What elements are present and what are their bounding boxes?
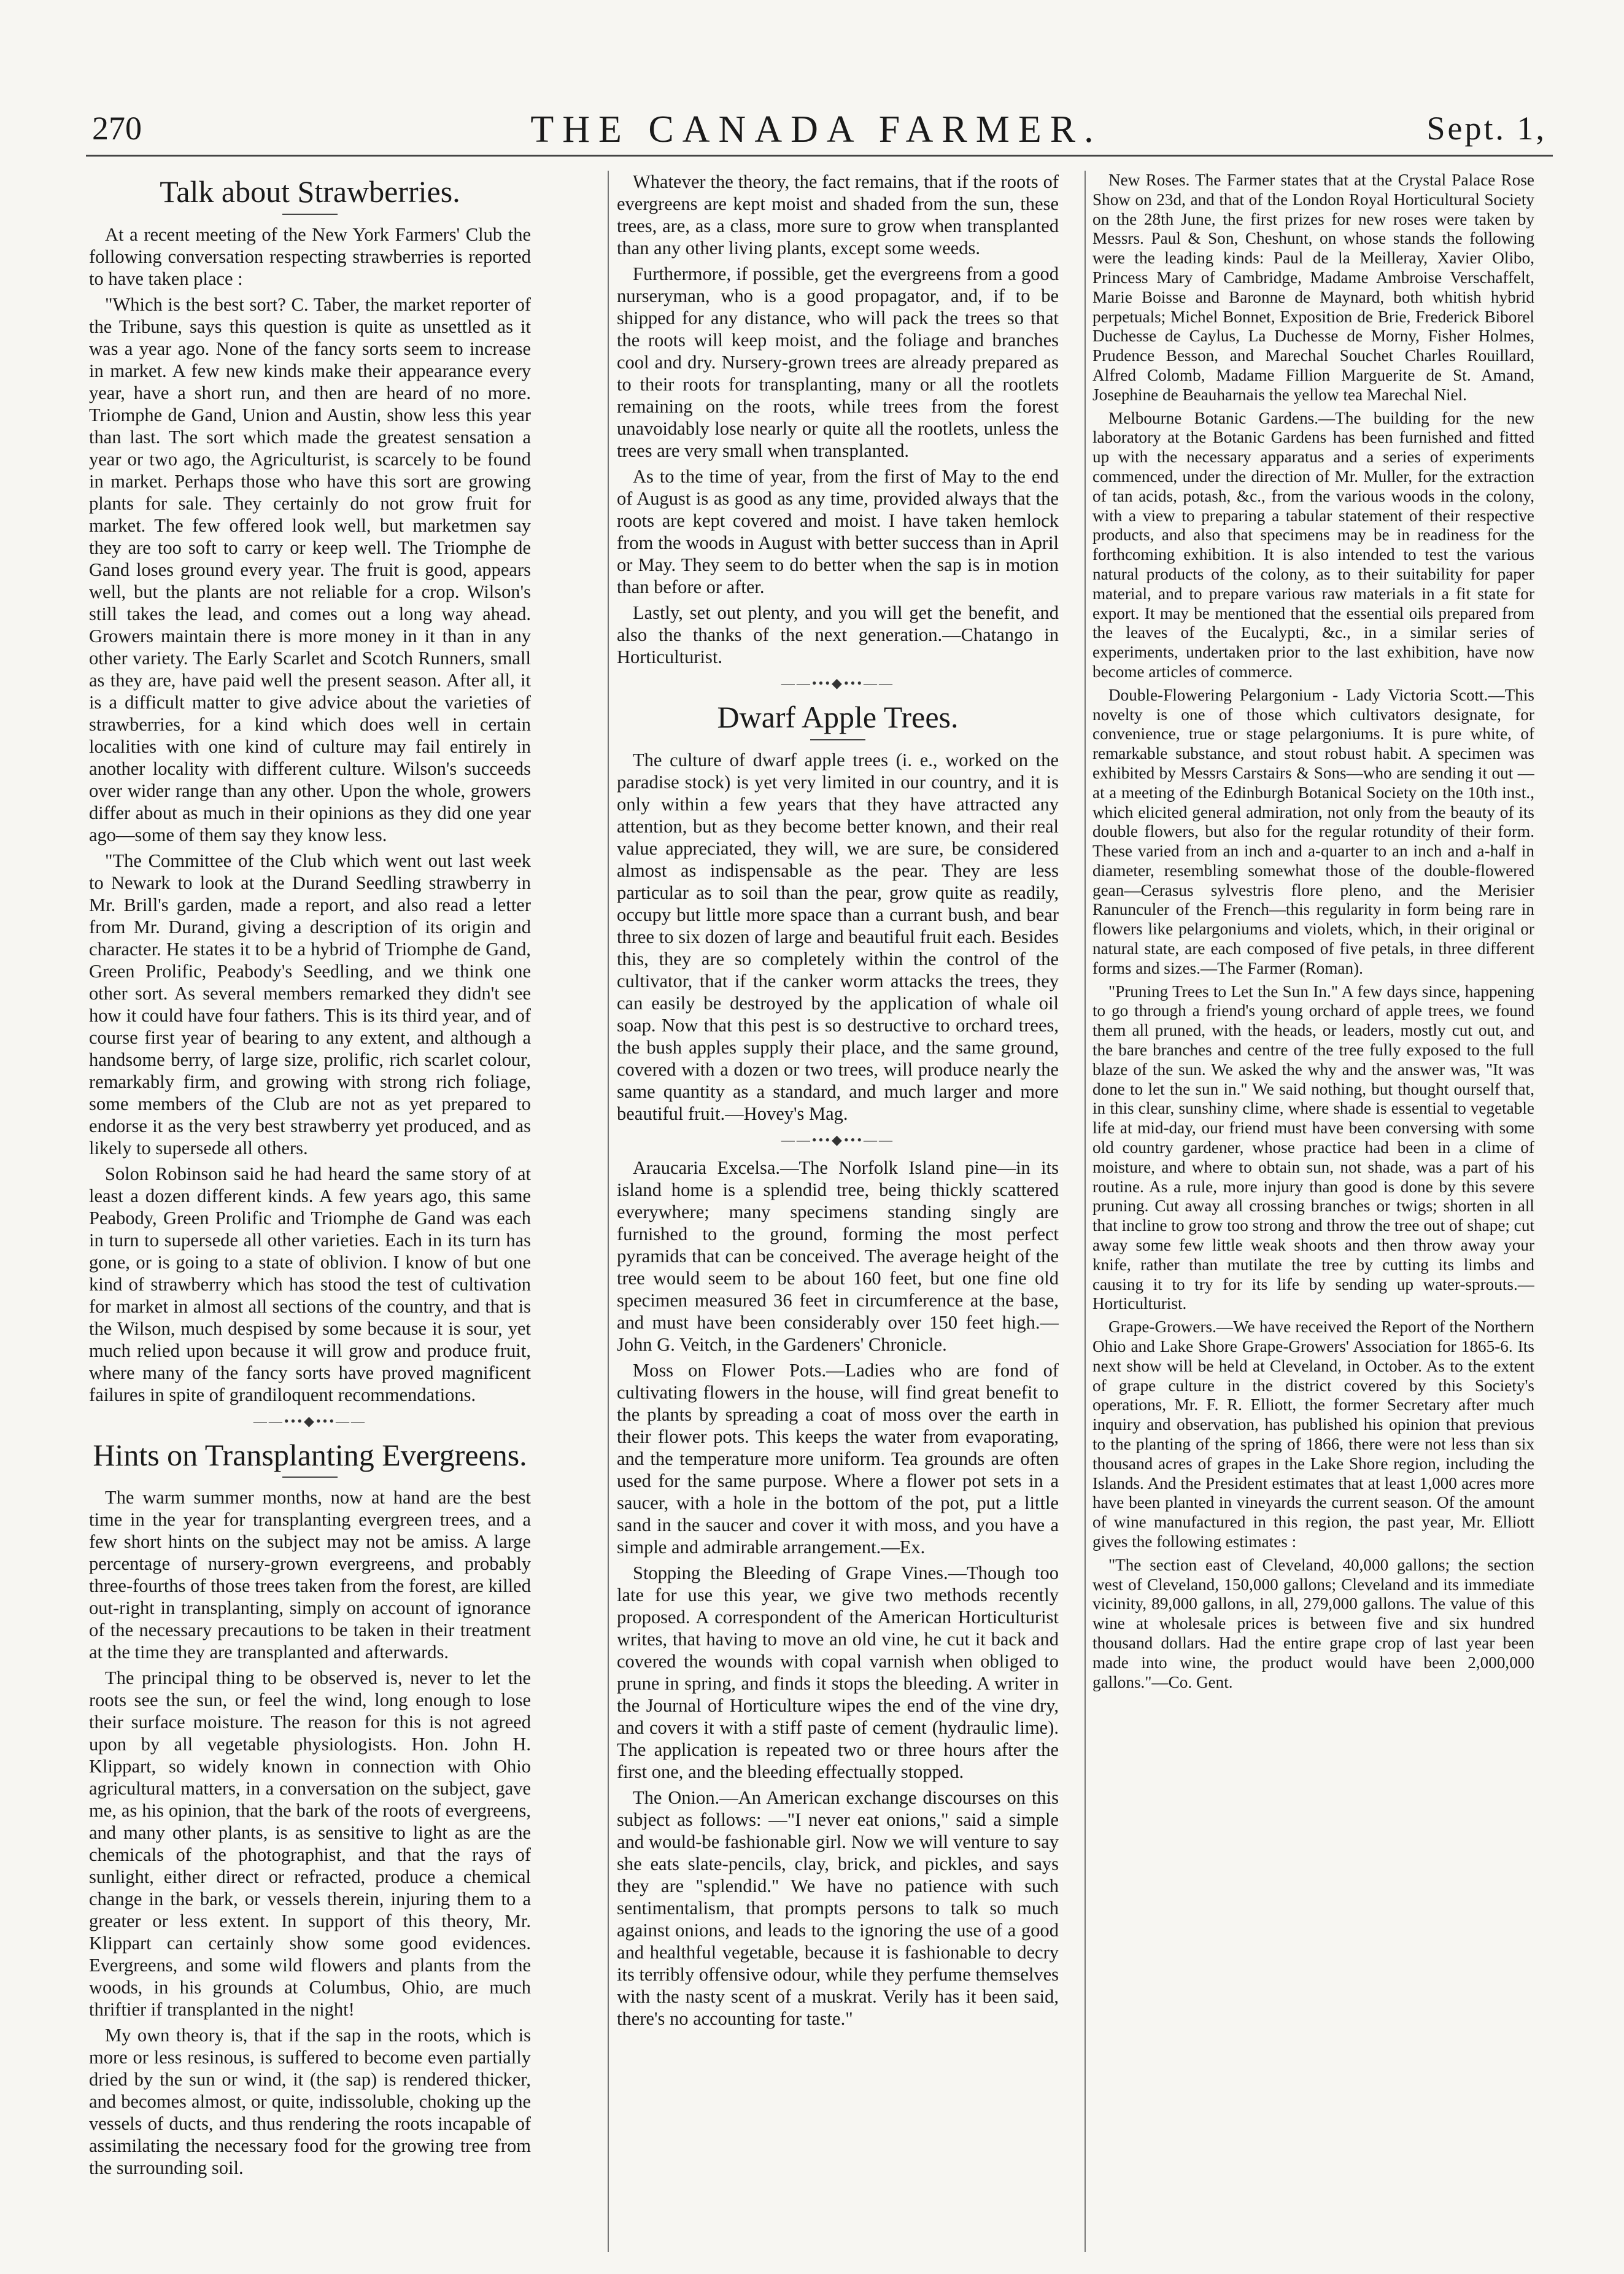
paragraph: As to the time of year, from the first of May to the end of August is as good as any time, provided always that the roots are kept covered and moist. I have taken hemlock from the woods in August with better success than in April or May. They seem to do better when the sap is in motion than before or after. xyxy=(617,466,1059,597)
column-3 xyxy=(1092,171,1534,2256)
paragraph: Double-Flowering Pelargonium - Lady Victoria Scott.—This novelty is one of those which cultivators designate, for convenience, true or stage pelargoniums. It is pure white, of remarkable substance, and stout robust habit. A specimen was exhibited by Messrs Carstairs & Sons—who are sending it out —at a meeting of the Edinburgh Botanical Society on the 10th inst., which elicited general admiration, not only from the beauty of its double flowers, but also for the regular rotundity of their form. These varied from an inch and a-quarter to an inch and a-half in diameter, resembling somewhat those of the double-flowered gean—Cerasus sylvestris flore pleno, and the Merisier Ranunculer of the French—this regularity in form being rare in flowers like pelargoniums and violets, which, in their original or natural state, are each composed of five petals, in three different forms and sizes.—The Farmer (Roman). xyxy=(1092,685,1534,977)
title-rule xyxy=(282,1477,338,1478)
paragraph: The culture of dwarf apple trees (i. e., worked on the paradise stock) is yet very limited in our country, and it is only within a few years that they have attracted any attention, but as they become better known, and their real value appreciated, they will, we are sure, be considered almost as indispensable as the pear. They are less particular as to soil than the pear, grow quite as readily, occupy but little more space than a currant bush, and bear three to six dozen of large and beautiful fruit each. Besides this, they are so completely within the control of the cultivator, that if the canker worm attacks the trees, they can easily be destroyed by the application of whale oil soap. Now that this pest is so destructive to orchard trees, the bush apples supply their place, and the same ground, covered with a dozen or two trees, will produce nearly the same quantity as a standard, and much larger and more beautiful fruit.—Hovey's Mag. xyxy=(617,749,1059,1124)
column-1 xyxy=(89,171,531,2256)
paragraph: Lastly, set out plenty, and you will get the benefit, and also the thanks of the next generation.—Chatango in Horticulturist. xyxy=(617,602,1059,667)
paragraph: Stopping the Bleeding of Grape Vines.—Though too late for use this year, we give two methods recently proposed. A correspondent of the American Horticulturist writes, that having to move an old vine, he cut it back and covered the wounds with copal varnish when obliged to prune in spring, and finds it stops the bleeding. A writer in the Journal of Horticulture wipes the end of the vine dry, and covers it with a stiff paste of cement (hydraulic lime). The application is repeated two or three hours after the first one, and the bleeding effectually stopped. xyxy=(617,1562,1059,1782)
paragraph: "The section east of Cleveland, 40,000 gallons; the section west of Cleveland, 150,000 gallons; Cleveland and its immediate vicinity, 89,000 gallons, in all, 279,000 gallons. The value of this wine at wholesale prices is between five and six hundred thousand dollars. Had the entire grape crop of last year been made into wine, the product would have been 2,000,000 gallons."—Co. Gent. xyxy=(1092,1555,1534,1691)
paragraph: Grape-Growers.—We have received the Report of the Northern Ohio and Lake Shore Grape-Growers' Association for 1865-6. Its next show will be held at Cleveland, in October. As to the extent of grape culture in the district covered by this Society's operations, Mr. F. R. Elliott, the former Secretary after much inquiry and observation, has published his opinion that previous to the planting of the spring of 1866, there were not less than six thousand acres of grapes in the Lake Shore region, including the Islands. And the President estimates that at least 1,000 acres more have been planted in vineyards the current season. Of the amount of wine manufactured in this region, the past year, Mr. Elliott gives the following estimates : xyxy=(1092,1317,1534,1551)
ornament-divider: ——•••◆•••—— xyxy=(253,1413,367,1429)
paragraph: Melbourne Botanic Gardens.—The building for the new laboratory at the Botanic Gardens has been furnished and fitted up with the necessary apparatus and a series of experiments commenced, under the direction of Mr. Muller, for the extraction of tan acids, potash, &c., from the various woods in the colony, with a view to preparing a tabular statement of their respective products, and also that specimens may be in readiness for the forthcoming exhibition. It is also intended to test the various natural products of the colony, as to their suitability for paper material, and to prepare various raw materials in a fit state for export. It may be mentioned that the essential oils prepared from the leaves of the Eucalypti, &c., in a similar series of experiments, undertaken prior to the last exhibition, have now become articles of commerce. xyxy=(1092,408,1534,681)
article-title: Talk about Strawberries. xyxy=(160,174,460,209)
masthead: THE CANADA FARMER. xyxy=(530,109,1102,150)
column-divider xyxy=(608,171,609,2252)
ornament-divider: ——•••◆•••—— xyxy=(781,675,895,691)
paragraph: "Which is the best sort? C. Taber, the market reporter of the Tribune, says this question is quite as unsettled as it was a year ago. None of the fancy sorts seem to increase in market. A few new kinds make their appearance every year, have a short run, and then are heard of no more. Triomphe de Gand, Union and Austin, show less this year than last. The sort which made the greatest sensation a year or two ago, the Agriculturist, is scarcely to be found in market. Perhaps those who have this sort are growing plants for sale. They certainly do not grow fruit for market. The few offered look well, but marketmen say they are too soft to carry or keep well. The Triomphe de Gand loses ground every year. The fruit is good, appears well, but the plants are not reliable for a crop. Wilson's still takes the lead, and comes out a long way ahead. Growers maintain there is more money in it than in any other variety. The Early Scarlet and Scotch Runners, small as they are, have paid well the present season. After all, it is a difficult matter to give advice about the varieties of strawberries, for a kind which does well in certain localities with one kind of culture may fail entirely in another locality with different culture. Wilson's succeeds over wider range than any other. Upon the whole, growers differ about as much in their opinions as they did one year ago—some of them say they know less. xyxy=(89,293,531,845)
article-title: Hints on Transplanting Evergreens. xyxy=(93,1437,527,1472)
paragraph: The principal thing to be observed is, never to let the roots see the sun, or feel the wind, long enough to lose their surface moisture. The reason for this is not agreed upon by all vegetable physiologists. Hon. John H. Klippart, so widely known in connection with Ohio agricultural matters, in a conversation on the subject, gave me, as his opinion, that the bark of the roots of evergreens, and many other plants, is as sensitive to light as are the chemicals of the photographist, and that the rays of sunlight, either direct or refracted, produce a chemical change in the bark, or vessels therein, injuring them to a greater or less extent. In support of this theory, Mr. Klippart can certainly show some good evidences. Evergreens, and some wild flowers and plants from the woods, in his grounds at Columbus, Ohio, are much thriftier if transplanted in the night! xyxy=(89,1667,531,2020)
paragraph: My own theory is, that if the sap in the roots, which is more or less resinous, is suffered to become even partially dried by the sun or wind, it (the sap) is rendered thicker, and becomes almost, or quite, indissoluble, choking up the vessels of ducts, and thus rendering the roots incapable of assimilating the necessary food for the growing tree from the surrounding soil. xyxy=(89,2025,531,2178)
article-title: Dwarf Apple Trees. xyxy=(717,700,959,734)
paragraph: The Onion.—An American exchange discourses on this subject as follows: —"I never eat onions," said a simple and would-be fashionable girl. Now we will venture to say she eats slate-pencils, clay, brick, and pickles, and says they are "splendid." We have no patience with such sentimentalism, that prompts persons to talk so much against onions, and leads to the ignoring the use of a good and healthful vegetable, because it is fashionable to decry its terribly offensive odour, while they perfume themselves with the nasty scent of a muskrat. Verily has it been said, there's no accounting for taste." xyxy=(617,1787,1059,2029)
page-number: 270 xyxy=(92,110,142,147)
column-divider xyxy=(1085,171,1086,2252)
column-2 xyxy=(617,171,1059,2256)
title-rule xyxy=(282,214,338,215)
paragraph: "Pruning Trees to Let the Sun In." A few days since, happening to go through a friend's young orchard of apple trees, we found them all pruned, with the heads, or leaders, mostly cut out, and the bare branches and centre of the tree fully exposed to the full blaze of the sun. We asked the why and the answer was, "It was done to let the sun in." We said nothing, but thought ourself that, in this clear, sunshiny clime, where shade is essential to vegetable life at mid-day, our friend must have been conversing with some old country gardener, whose practice had been in a clime of moisture, and where to obtain sun, not shade, was a part of his routine. As a rule, more injury than good is done by this severe pruning. Cut away all crossing branches or twigs; shorten in all that incline to grow too strong and throw the tree out of shape; cut away some few little weak shoots and then throw away your knife, rather than mutilate the tree by cutting its limbs and causing it to try for its life by sending up water-sprouts.—Horticulturist. xyxy=(1092,982,1534,1313)
page-header xyxy=(86,103,1547,152)
paragraph: Moss on Flower Pots.—Ladies who are fond of cultivating flowers in the house, will find great benefit to the plants by spreading a coat of moss over the earth in their flower pots. This keeps the water from evaporating, and the temperature more uniform. Tea grounds are often used for the same purpose. Where a flower pot sets in a saucer, with a hole in the bottom of the pot, put a little sand in the saucer and cover it with moss, and you have a simple and admirable arrangement.—Ex. xyxy=(617,1359,1059,1558)
paragraph: Whatever the theory, the fact remains, that if the roots of evergreens are kept moist and shaded from the sun, these trees, are, as a class, more sure to grow when transplanted than any other living plants, except some weeds. xyxy=(617,171,1059,258)
issue-date: Sept. 1, xyxy=(1426,110,1547,147)
paragraph: The warm summer months, now at hand are the best time in the year for transplanting evergreen trees, and a few short hints on the subject may not be amiss. A large percentage of nursery-grown evergreens, and probably three-fourths of those trees taken from the forest, are killed out-right in transplanting, simply on account of ignorance of the necessary precautions to be taken in their treatment at the time they are transplanted and afterwards. xyxy=(89,1487,531,1663)
title-rule xyxy=(810,739,865,740)
paragraph: At a recent meeting of the New York Farmers' Club the following conversation respecting strawberries is reported to have taken place : xyxy=(89,223,531,289)
paragraph: Araucaria Excelsa.—The Norfolk Island pine—in its island home is a splendid tree, being thickly scattered everywhere; many specimens standing singly are furnished to the ground, forming the most perfect pyramids that can be conceived. The average height of the tree would seem to be about 160 feet, but one fine old specimen measured 36 feet in circumference at the base, and must have been considerably over 150 feet high.—John G. Veitch, in the Gardeners' Chronicle. xyxy=(617,1157,1059,1355)
paragraph: "The Committee of the Club which went out last week to Newark to look at the Durand Seedling strawberry in Mr. Brill's garden, made a report, and also read a letter from Mr. Durand, giving a description of its origin and character. He states it to be a hybrid of Triomphe de Gand, Green Prolific, Peabody's Seedling, and we think one other sort. As several members remarked they didn't see how it could have four fathers. This is its third year, and of course first year of bearing to any extent, and although a handsome berry, of large size, prolific, rich scarlet colour, remarkably firm, and growing with strong rich foliage, some members of the Club are not as yet prepared to endorse it as the very best strawberry yet produced, and as likely to supersede all others. xyxy=(89,850,531,1158)
paragraph: Solon Robinson said he had heard the same story of at least a dozen different kinds. A few years ago, this same Peabody, Green Prolific and Triomphe de Gand was each in turn to supersede all other varieties. Each in its turn has gone, or is going to a state of oblivion. I know of but one kind of strawberry which has stood the test of cultivation for market in almost all sections of the country, and that is the Wilson, much despised by some because it is sour, yet much relied upon because it will grow and produce fruit, where many of the fancy sorts have proved magnificent failures in spite of grandiloquent recommendations. xyxy=(89,1163,531,1405)
paragraph: New Roses. The Farmer states that at the Crystal Palace Rose Show on 23d, and that of the London Royal Horticultural Society on the 28th June, the first prizes for new roses were taken by Messrs. Paul & Son, Cheshunt, on whose stands the following were the leading kinds: Paul de la Meilleray, Xavier Olibo, Princess Mary of Cambridge, Madame Ambroise Verschaffelt, Marie Boisse and Baronne de Maynard, both whitish hybrid perpetuals; Michel Bonnet, Exposition de Brie, Frederick Biborel Duchesse de Caylus, La Duchesse de Morny, Fisher Holmes, Prudence Besson, and Marechal Souchet Charles Rouillard, Alfred Colomb, Madame Fillion Marguerite de St. Amand, Josephine de Beauharnais the yellow tea Marechal Niel. xyxy=(1092,171,1534,404)
ornament-divider: ——•••◆•••—— xyxy=(781,1131,895,1147)
header-rule xyxy=(86,155,1553,157)
paragraph: Furthermore, if possible, get the evergreens from a good nurseryman, who is a good propagator, and, if to be shipped for any distance, who will pack the trees so that the roots will keep moist, and the foliage and branches cool and dry. Nursery-grown trees are already prepared as to their roots for transplanting, many or all the rootlets remaining on the roots, while trees from the forest unavoidably lose nearly or quite all the rootlets, unless the trees are very small when transplanted. xyxy=(617,263,1059,461)
